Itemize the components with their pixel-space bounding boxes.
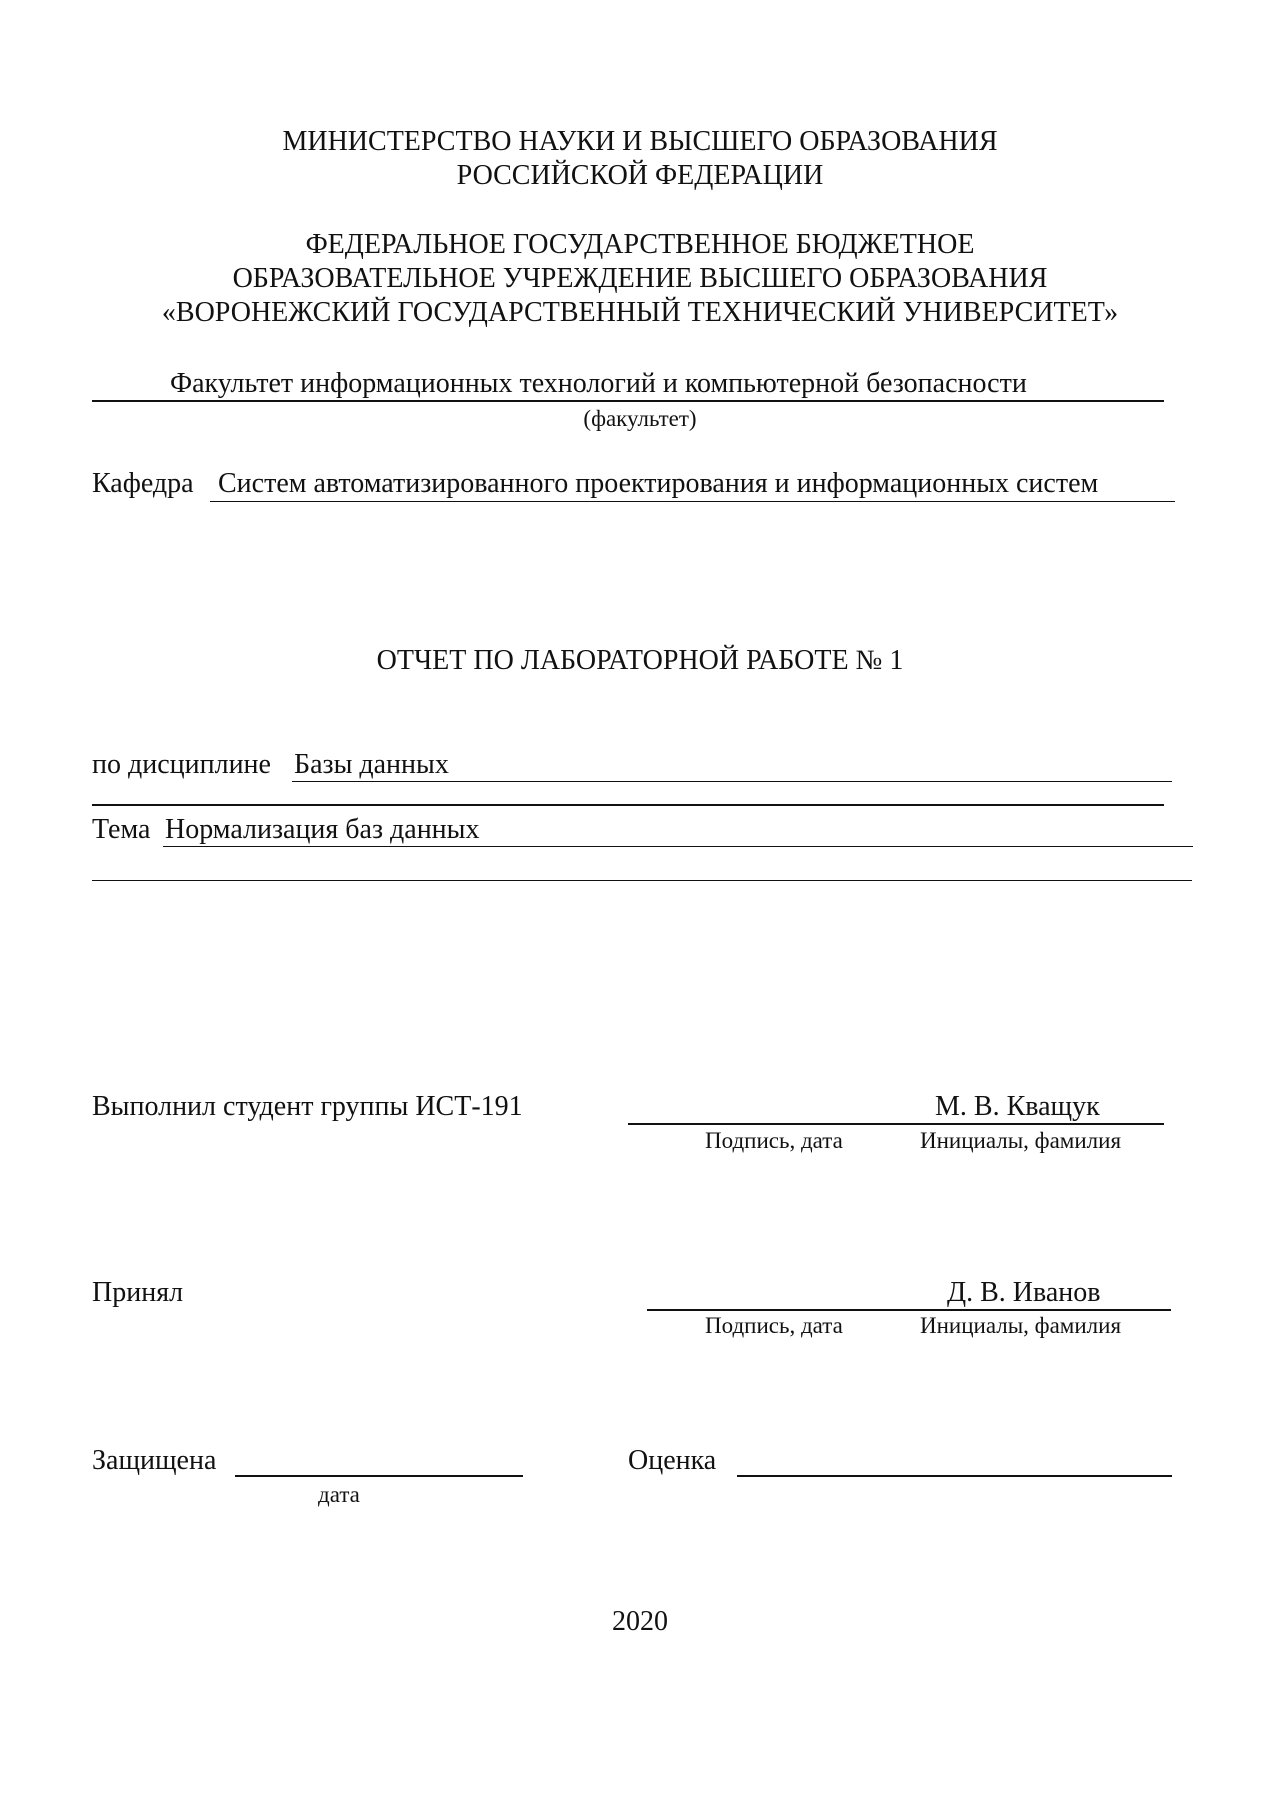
accepted-name: Д. В. Иванов (947, 1277, 1101, 1308)
performed-caption-signature: Подпись, дата (705, 1128, 843, 1153)
accepted-signature-line (647, 1309, 1171, 1311)
department-name: Систем автоматизированного проектирования и информационных систем (218, 468, 1099, 499)
department-underline (210, 501, 1175, 502)
performed-label: Выполнил студент группы ИСТ-191 (92, 1091, 523, 1122)
topic-label: Тема (92, 814, 151, 845)
grade-label: Оценка (628, 1445, 717, 1476)
topic-underline (163, 846, 1193, 847)
faculty-underline (92, 400, 1164, 402)
report-title: ОТЧЕТ ПО ЛАБОРАТОРНОЙ РАБОТЕ № 1 (376, 645, 904, 676)
topic-value: Нормализация баз данных (165, 814, 480, 845)
performed-name: М. В. Кващук (935, 1091, 1100, 1122)
topic-extra-line (92, 880, 1192, 881)
ministry-line-1: МИНИСТЕРСТВО НАУКИ И ВЫСШЕГО ОБРАЗОВАНИЯ (282, 126, 998, 157)
faculty-caption: (факультет) (583, 406, 697, 431)
performed-signature-line (628, 1123, 1164, 1125)
institution-line-2: ОБРАЗОВАТЕЛЬНОЕ УЧРЕЖДЕНИЕ ВЫСШЕГО ОБРАЗОВАНИЯ (232, 263, 1048, 294)
accepted-caption-name: Инициалы, фамилия (920, 1313, 1122, 1338)
faculty-name: Факультет информационных технологий и компьютерной безопасности (170, 368, 1027, 399)
institution-line-1: ФЕДЕРАЛЬНОЕ ГОСУДАРСТВЕННОЕ БЮДЖЕТНОЕ (305, 229, 975, 260)
year: 2020 (612, 1606, 668, 1637)
ministry-line-2: РОССИЙСКОЙ ФЕДЕРАЦИИ (456, 160, 824, 191)
defense-date-line (235, 1475, 523, 1477)
performed-caption-name: Инициалы, фамилия (920, 1128, 1122, 1153)
accepted-label: Принял (92, 1277, 184, 1308)
discipline-extra-line (92, 804, 1164, 806)
department-label: Кафедра (92, 468, 194, 499)
defense-label: Защищена (92, 1445, 217, 1476)
institution-line-3: «ВОРОНЕЖСКИЙ ГОСУДАРСТВЕННЫЙ ТЕХНИЧЕСКИЙ УНИВЕРСИТЕТ» (161, 297, 1119, 328)
discipline-label: по дисциплине (92, 749, 271, 780)
defense-caption-date: дата (318, 1482, 360, 1507)
grade-line (737, 1475, 1172, 1477)
discipline-value: Базы данных (294, 749, 449, 780)
accepted-caption-signature: Подпись, дата (705, 1313, 843, 1338)
discipline-underline (292, 781, 1172, 782)
